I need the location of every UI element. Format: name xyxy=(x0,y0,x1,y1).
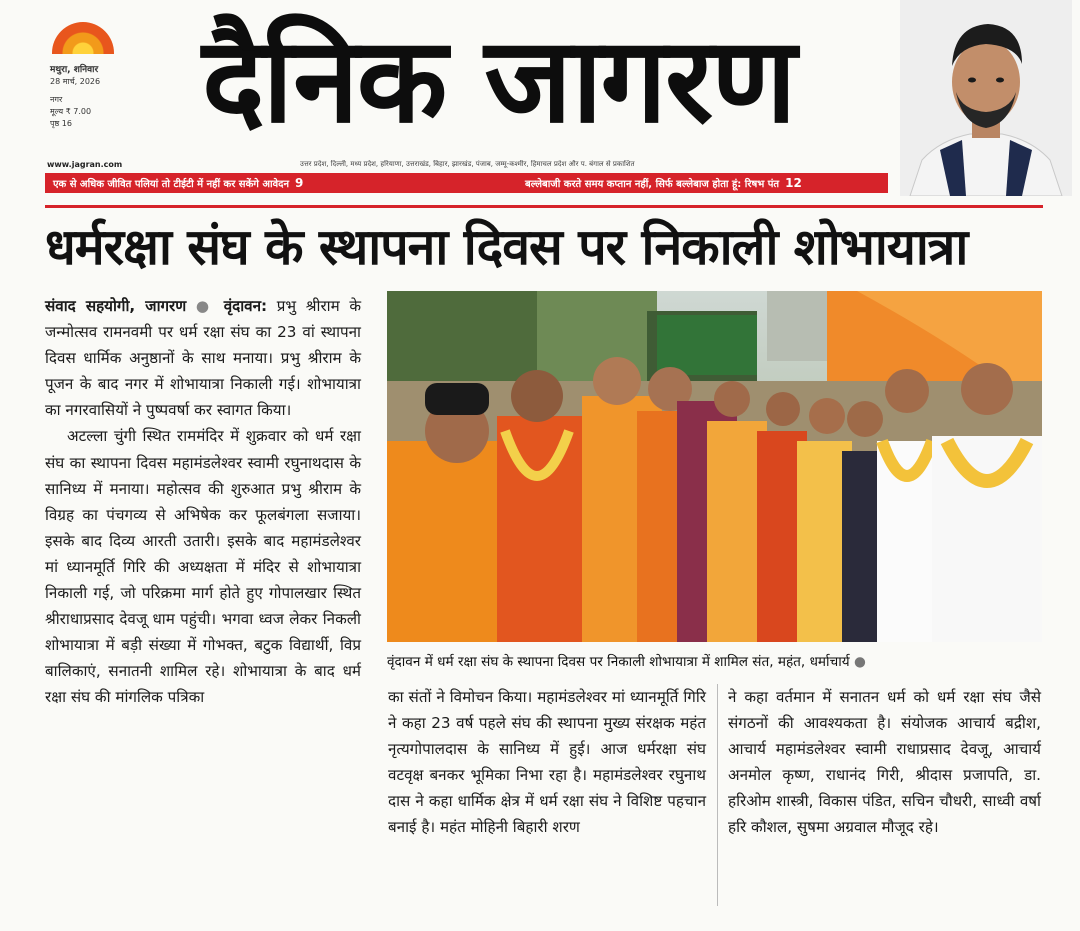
jagran-sun-logo-icon xyxy=(52,22,114,54)
dateline-place: वृंदावन: xyxy=(223,297,268,315)
promo-portrait-image xyxy=(900,0,1072,196)
article-paragraph-4: ने कहा वर्तमान में सनातन धर्म को धर्म रक्षा संघ जैसे संगठनों की आवश्यकता है। संयोजक आचार्य बद्रीश, आचार्य महामंडलेश्वर स्वामी राधाप्रसाद देवजू, आचार्य अनमोल कृष्ण, राधानंद गिरी, श्रीदास प्रजापति, डा. हरिओम शास्त्री, विकास पंडित, सचिन चौधरी, साध्वी वर्षा हरि कौशल, सुषमा अग्रवाल मौजूद रहे। xyxy=(728,688,1041,837)
article-paragraph-2: अटल्ला चुंगी स्थित राममंदिर में शुक्रवार को धर्म रक्षा संघ का स्थापना दिवस महामंडलेश्वर स्वामी रघुनाथदास के सानिध्य में मनाया। महोत्सव की शुरुआत प्रभु श्रीराम के विग्रह का पंचगव्य से अभिषेक कर फूलबंगला सजाया। इसके बाद दिव्य आरती उतारी। इसके बाद महामंडलेश्वर मां ध्यानमूर्ति गिरि की अध्यक्षता में मंदिर से शोभायात्रा निकाली गई, जो परिक्रमा मार्ग होते हुए गोपालखार स्थित श्रीराधाप्रसाद देवजू धाम पहुंची। भगवा ध्वज लेकर निकली शोभायात्रा में बड़ी संख्या में गोभक्त, बटुक विद्यार्थी, विप्र बालिकाएं, सनातनी शामिल रहे। शोभायात्रा के बाद धर्म रक्षा संघ की मांगलिक पत्रिका xyxy=(45,427,361,707)
promo-right: बल्लेबाजी करते समय कप्तान नहीं, सिर्फ बल्लेबाज होता हूं: रिषभ पंत 12 xyxy=(525,176,802,190)
article-column-1: संवाद सहयोगी, जागरण ● वृंदावन: प्रभु श्रीराम के जन्मोत्सव रामनवमी पर धर्म रक्षा संघ का 23 वां स्थापना दिवस धार्मिक अनुष्ठानों के साथ मनाया। प्रभु श्रीराम के पूजन के बाद नगर में शोभायात्रा निकाली गई। शोभायात्रा का नगरवासियों ने पुष्पवर्षा कर स्वागत किया। अटल्ला चुंगी स्थित राममंदिर में शुक्रवार को धर्म रक्षा संघ का स्थापना दिवस महामंडलेश्वर स्वामी रघुनाथदास के सानिध्य में मनाया। महोत्सव की शुरुआत प्रभु श्रीराम के विग्रह का पंचगव्य से अभिषेक कर फूलबंगला सजाया। इसके बाद दिव्य आरती उतारी। इसके बाद महामंडलेश्वर मां ध्यानमूर्ति गिरि की अध्यक्षता में मंदिर से शोभायात्रा निकाली गई, जो परिक्रमा मार्ग होते हुए गोपालखार स्थित श्रीराधाप्रसाद देवजू धाम पहुंची। भगवा ध्वज लेकर निकली शोभायात्रा में बड़ी संख्या में गोभक्त, बटुक विद्यार्थी, विप्र बालिकाएं, सनातनी शामिल रहे। शोभायात्रा के बाद धर्म रक्षा संघ की मांगलिक पत्रिका xyxy=(45,293,361,711)
article-column-2 xyxy=(388,684,706,841)
article-headline: धर्मरक्षा संघ के स्थापना दिवस पर निकाली शोभायात्रा xyxy=(45,218,968,276)
article-paragraph-3: का संतों ने विमोचन किया। महामंडलेश्वर मां ध्यानमूर्ति गिरि ने कहा 23 वर्ष पहले संघ की स्थापना मुख्य संरक्षक महंत नृत्यगोपालदास के सानिध्य में हुई। आज धर्मरक्षा संघ वटवृक्ष बनकर भूमिका निभा रहा है। महामंडलेश्वर रघुनाथ दास ने कहा धार्मिक क्षेत्र में धर्म रक्षा संघ ने विशिष्ट पहचान बनाई है। महंत मोहिनी बिहारी शरण xyxy=(388,688,706,837)
procession-photo xyxy=(387,291,1042,642)
article-paragraph-1: प्रभु श्रीराम के जन्मोत्सव रामनवमी पर धर्म रक्षा संघ का 23 वां स्थापना दिवस धार्मिक अनुष्ठानों के साथ मनाया। प्रभु श्रीराम के पूजन के बाद नगर में शोभायात्रा निकाली गई। शोभायात्रा का नगरवासियों ने पुष्पवर्षा कर स्वागत किया। xyxy=(45,297,362,420)
masthead-rule xyxy=(45,205,1043,208)
column-divider xyxy=(717,684,718,906)
issue-meta xyxy=(50,64,200,130)
newspaper-title: दैनिक जागरण xyxy=(202,11,795,149)
issue-date: 28 मार्च, 2026 xyxy=(50,77,101,86)
issue-pages: पृष्ठ 16 xyxy=(50,119,72,128)
promo-bar xyxy=(45,173,888,193)
website: www.jagran.com xyxy=(47,160,123,169)
issue-edition: नगर xyxy=(50,95,63,104)
photo-caption: वृंदावन में धर्म रक्षा संघ के स्थापना दिवस पर निकाली शोभायात्रा में शामिल संत, महंत, धर्माचार्य ● xyxy=(387,654,866,670)
issue-price: मूल्य ₹ 7.00 xyxy=(50,107,92,116)
article-byline: संवाद सहयोगी, जागरण xyxy=(45,297,187,315)
issue-city-day: मथुरा, शनिवार xyxy=(50,65,99,75)
article-column-3 xyxy=(728,684,1041,841)
editions-line: उत्तर प्रदेश, दिल्ली, मध्य प्रदेश, हरियाणा, उत्तराखंड, बिहार, झारखंड, पंजाब, जम्मू-कश्मीर, हिमाचल प्रदेश और प. बंगाल से प्रकाशित xyxy=(300,160,635,168)
promo-left: एक से अधिक जीवित पलियां तो टीईटी में नहीं कर सकेंगे आवेदन 9 xyxy=(53,176,304,190)
